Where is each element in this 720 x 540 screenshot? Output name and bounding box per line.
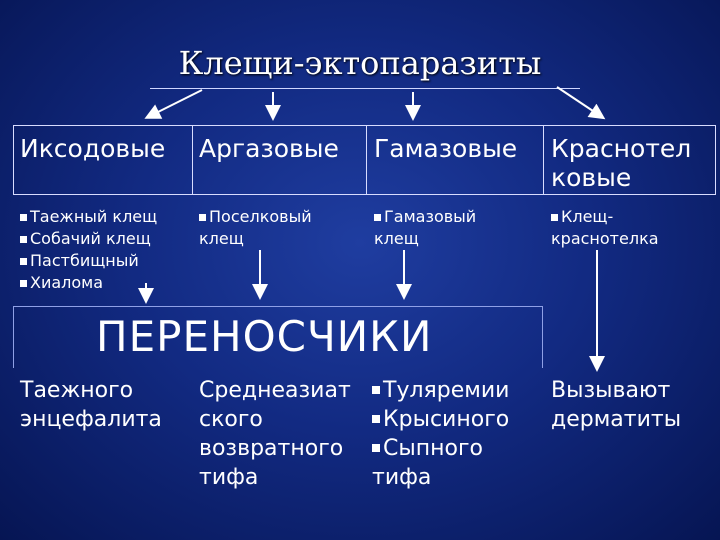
bullet-icon: [374, 214, 381, 221]
bullet-icon: [199, 214, 206, 221]
bullet-icon: [20, 280, 27, 287]
tick-list-gamas: Гамазовый клещ: [374, 207, 477, 248]
disease-relapsing-fever: Среднеазиат ского возвратного тифа: [199, 378, 351, 490]
list-item: Хиалома: [20, 272, 157, 294]
list-item: Таежный клещ: [20, 206, 157, 228]
bullet-icon: [20, 236, 27, 243]
list-item: Туляремии: [372, 376, 509, 405]
disease-dermatitis: Вызывают дерматиты: [551, 378, 682, 432]
header-gamas: Гамазовые: [374, 134, 518, 163]
header-separator: [192, 125, 193, 195]
bullet-icon: [372, 415, 380, 423]
tick-list-trombiculid: Клещ-краснотелка: [551, 207, 659, 248]
header-ixodes: Иксодовые: [20, 134, 166, 163]
disease-list-gamas: [372, 376, 509, 492]
bullet-icon: [372, 444, 380, 452]
header-trombiculid-line1: Краснотел: [551, 134, 692, 163]
arrow-to-ixodes: [148, 90, 202, 117]
page-title: Клещи-эктопаразиты: [178, 44, 542, 82]
list-item: Пастбищный: [20, 250, 157, 272]
disease-tick-encephalitis: Таежного энцефалита: [20, 378, 162, 432]
carriers-label: ПЕРЕНОСЧИКИ: [96, 312, 433, 361]
tick-list-ixodes: [20, 206, 157, 294]
bullet-icon: [20, 258, 27, 265]
bullet-icon: [20, 214, 27, 221]
tick-list-argas: Поселковый клещ: [199, 207, 312, 248]
list-item: Собачий клещ: [20, 228, 157, 250]
bullet-icon: [372, 386, 380, 394]
header-trombiculid-line2: ковые: [551, 163, 632, 192]
list-item: Крысиного: [372, 405, 509, 434]
header-argas: Аргазовые: [199, 134, 339, 163]
arrow-to-trombiculid: [557, 87, 602, 117]
header-separator: [543, 125, 544, 195]
list-item: Сыпного: [372, 434, 509, 463]
bullet-icon: [551, 214, 558, 221]
list-item: тифа: [372, 465, 432, 490]
header-separator: [366, 125, 367, 195]
